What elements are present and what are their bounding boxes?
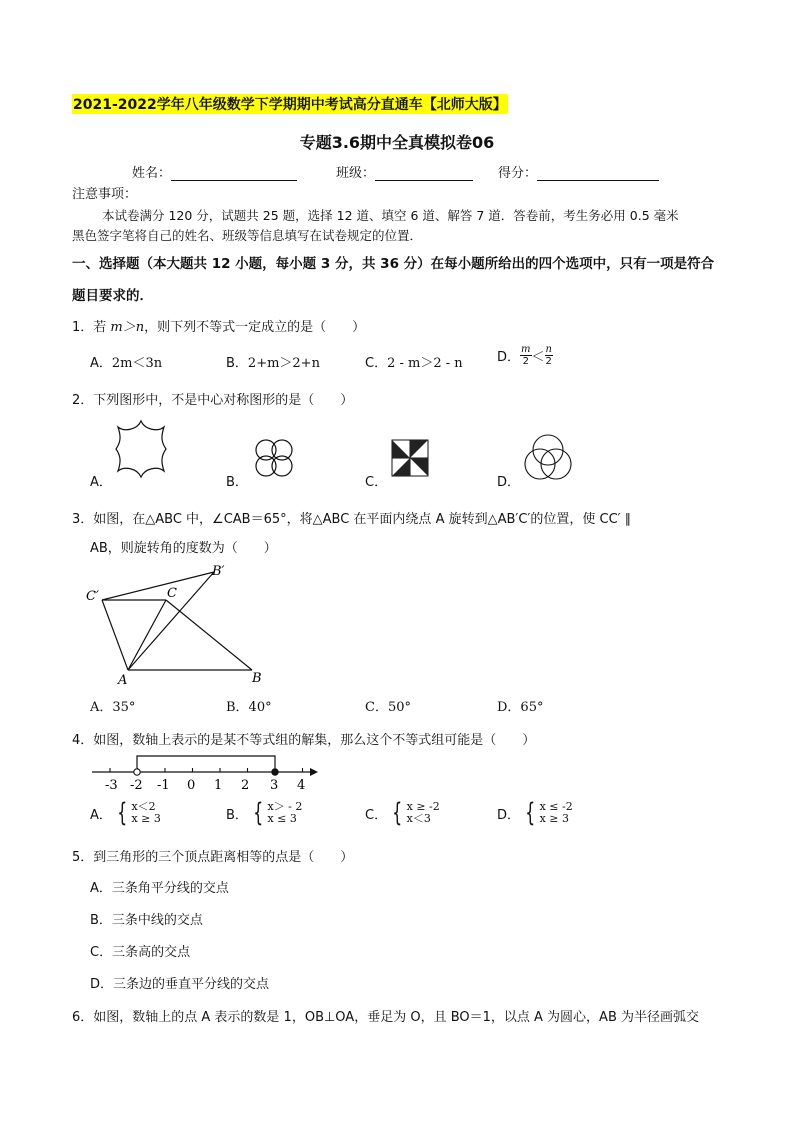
- score-field: [498, 162, 659, 181]
- q2-option-c-label[interactable]: C．: [365, 475, 388, 490]
- q4-option-c[interactable]: [365, 800, 440, 826]
- notice-heading: 注意事项：: [72, 187, 138, 202]
- q4-c-row2: x＜3: [406, 812, 431, 825]
- tick-label: 3: [270, 778, 279, 793]
- section-heading-line2: 题目要求的．: [72, 288, 153, 304]
- q5-option-a[interactable]: A．三条角平分线的交点: [90, 881, 229, 896]
- q1-d-relation: ＜: [531, 350, 545, 365]
- notice-line1: 本试卷满分 120 分，试题共 25 题，选择 12 道、填空 6 道、解答 7 道．答卷前，考生务必用 0.5 毫米: [102, 208, 679, 223]
- tick-label: 4: [297, 778, 306, 793]
- q1-stem-pre: 1．若: [72, 320, 111, 335]
- q3-triangle-figure: [84, 562, 274, 688]
- tick-label: -1: [157, 778, 170, 793]
- q1-option-a[interactable]: [90, 352, 162, 371]
- q1-option-c-text: 2 - m＞2 - n: [387, 356, 463, 371]
- open-point-neg2: [134, 769, 140, 775]
- q1-option-d-fraction-n: [545, 344, 553, 367]
- q2-option-a-label[interactable]: A．: [90, 475, 112, 490]
- q5-option-b[interactable]: B．三条中线的交点: [90, 913, 203, 928]
- q3-option-d[interactable]: D．65°: [497, 700, 544, 715]
- q5-option-d[interactable]: D．三条边的垂直平分线的交点: [90, 977, 270, 992]
- q4-option-b[interactable]: [226, 800, 302, 826]
- label-c: C: [167, 586, 177, 601]
- q5-stem: 5．到三角形的三个顶点距离相等的点是（ ）: [72, 850, 354, 865]
- closed-point-3: [272, 769, 278, 775]
- q4-option-d-label: D．: [497, 807, 521, 823]
- q1-stem: [72, 316, 365, 335]
- q1-option-b[interactable]: [226, 352, 320, 371]
- q2-figure-c-pinwheel: [388, 436, 432, 480]
- q1-option-b-text: 2+m＞2+n: [247, 356, 320, 371]
- q1-option-a-label: A．: [90, 356, 112, 371]
- notice-line2: 黑色签字笔将自己的姓名、班级等信息填写在试卷规定的位置．: [72, 228, 423, 243]
- q2-option-b-label[interactable]: B．: [226, 475, 248, 490]
- page-title: 专题3.6期中全真模拟卷06: [299, 133, 495, 152]
- q4-b-row1: x＞ - 2: [267, 800, 303, 813]
- q4-option-b-label: B．: [226, 807, 248, 823]
- q1-d-numerator-n: n: [545, 344, 552, 355]
- q1-option-a-text: 2m＜3n: [111, 356, 163, 371]
- q3-option-c[interactable]: C．50°: [365, 700, 411, 715]
- q4-b-row2: x ≤ 3: [267, 812, 297, 825]
- class-field: [336, 162, 473, 181]
- q4-option-c-label: C．: [365, 807, 388, 823]
- q2-figure-d-triquetra: [520, 430, 576, 486]
- score-blank: [537, 166, 659, 181]
- q4-c-row1: x ≥ -2: [406, 800, 440, 813]
- q4-a-row2: x ≥ 3: [131, 812, 161, 825]
- q1-option-c-label: C．: [365, 356, 388, 371]
- q2-stem: 2．下列图形中，不是中心对称图形的是（ ）: [72, 393, 354, 408]
- tick-label: 0: [187, 778, 196, 793]
- q3-stem-line1: 3．如图，在△ABC 中，∠CAB＝65°，将△ABC 在平面内绕点 A 旋转到△AB′C′的位置，使 CC′ ∥: [72, 512, 632, 527]
- brace-icon: {: [392, 798, 403, 828]
- q1-stem-post: ，则下列不等式一定成立的是（ ）: [144, 320, 366, 335]
- banner: 2021-2022学年八年级数学下学期期中考试高分直通车【北师大版】: [72, 94, 508, 114]
- brace-icon: {: [117, 798, 128, 828]
- q1-d-denominator-m: 2: [522, 356, 529, 367]
- tick-label: 2: [241, 778, 250, 793]
- q4-option-a[interactable]: [90, 800, 161, 826]
- label-b-prime: B′: [212, 564, 225, 579]
- q1-option-d-label: D．: [497, 350, 521, 365]
- tick-label: -2: [130, 778, 143, 793]
- q1-condition: m＞n: [110, 320, 145, 335]
- class-label: 班级：: [336, 166, 376, 181]
- name-blank: [171, 166, 297, 181]
- q4-d-row2: x ≥ 3: [539, 812, 569, 825]
- q6-stem: 6．如图，数轴上的点 A 表示的数是 1，OB⊥OA，垂足为 O，且 BO＝1，以点 A 为圆心，AB 为半径画弧交: [72, 1010, 699, 1025]
- q2-option-d-label[interactable]: D．: [497, 475, 521, 490]
- label-b: B: [252, 671, 262, 686]
- q4-number-line: [88, 752, 324, 794]
- q3-option-b[interactable]: B．40°: [226, 700, 272, 715]
- q1-option-b-label: B．: [226, 356, 248, 371]
- brace-icon: {: [253, 798, 264, 828]
- q1-option-d[interactable]: [497, 344, 553, 367]
- q4-option-d[interactable]: [497, 800, 573, 826]
- q5-option-c[interactable]: C．三条高的交点: [90, 945, 191, 960]
- score-label: 得分：: [498, 166, 538, 181]
- q1-d-numerator-m: m: [521, 344, 531, 355]
- tick-label: -3: [105, 778, 118, 793]
- q2-figure-b-four-circles: [248, 432, 300, 484]
- q1-option-d-fraction-m: [520, 344, 531, 367]
- q1-d-denominator-n: 2: [545, 356, 552, 367]
- brace-icon: {: [525, 798, 536, 828]
- q4-d-row1: x ≤ -2: [539, 800, 573, 813]
- q3-stem-line2: AB，则旋转角的度数为（ ）: [90, 541, 277, 556]
- name-field: [132, 162, 297, 181]
- tick-label: 1: [214, 778, 223, 793]
- name-label: 姓名：: [132, 166, 172, 181]
- q1-option-c[interactable]: [365, 352, 463, 371]
- q2-figure-a-curved-shape: [112, 418, 170, 480]
- q4-option-a-label: A．: [90, 807, 112, 823]
- section-heading-line1: 一、选择题（本大题共 12 小题，每小题 3 分，共 36 分）在每小题所给出的四个选项中，只有一项是符合: [72, 256, 715, 272]
- q4-a-row1: x＜2: [131, 800, 156, 813]
- class-blank: [375, 166, 473, 181]
- label-c-prime: C′: [86, 589, 99, 604]
- label-a: A: [118, 673, 128, 688]
- q3-option-a[interactable]: A．35°: [90, 700, 136, 715]
- q4-stem: 4．如图，数轴上表示的是某不等式组的解集，那么这个不等式组可能是（ ）: [72, 733, 536, 748]
